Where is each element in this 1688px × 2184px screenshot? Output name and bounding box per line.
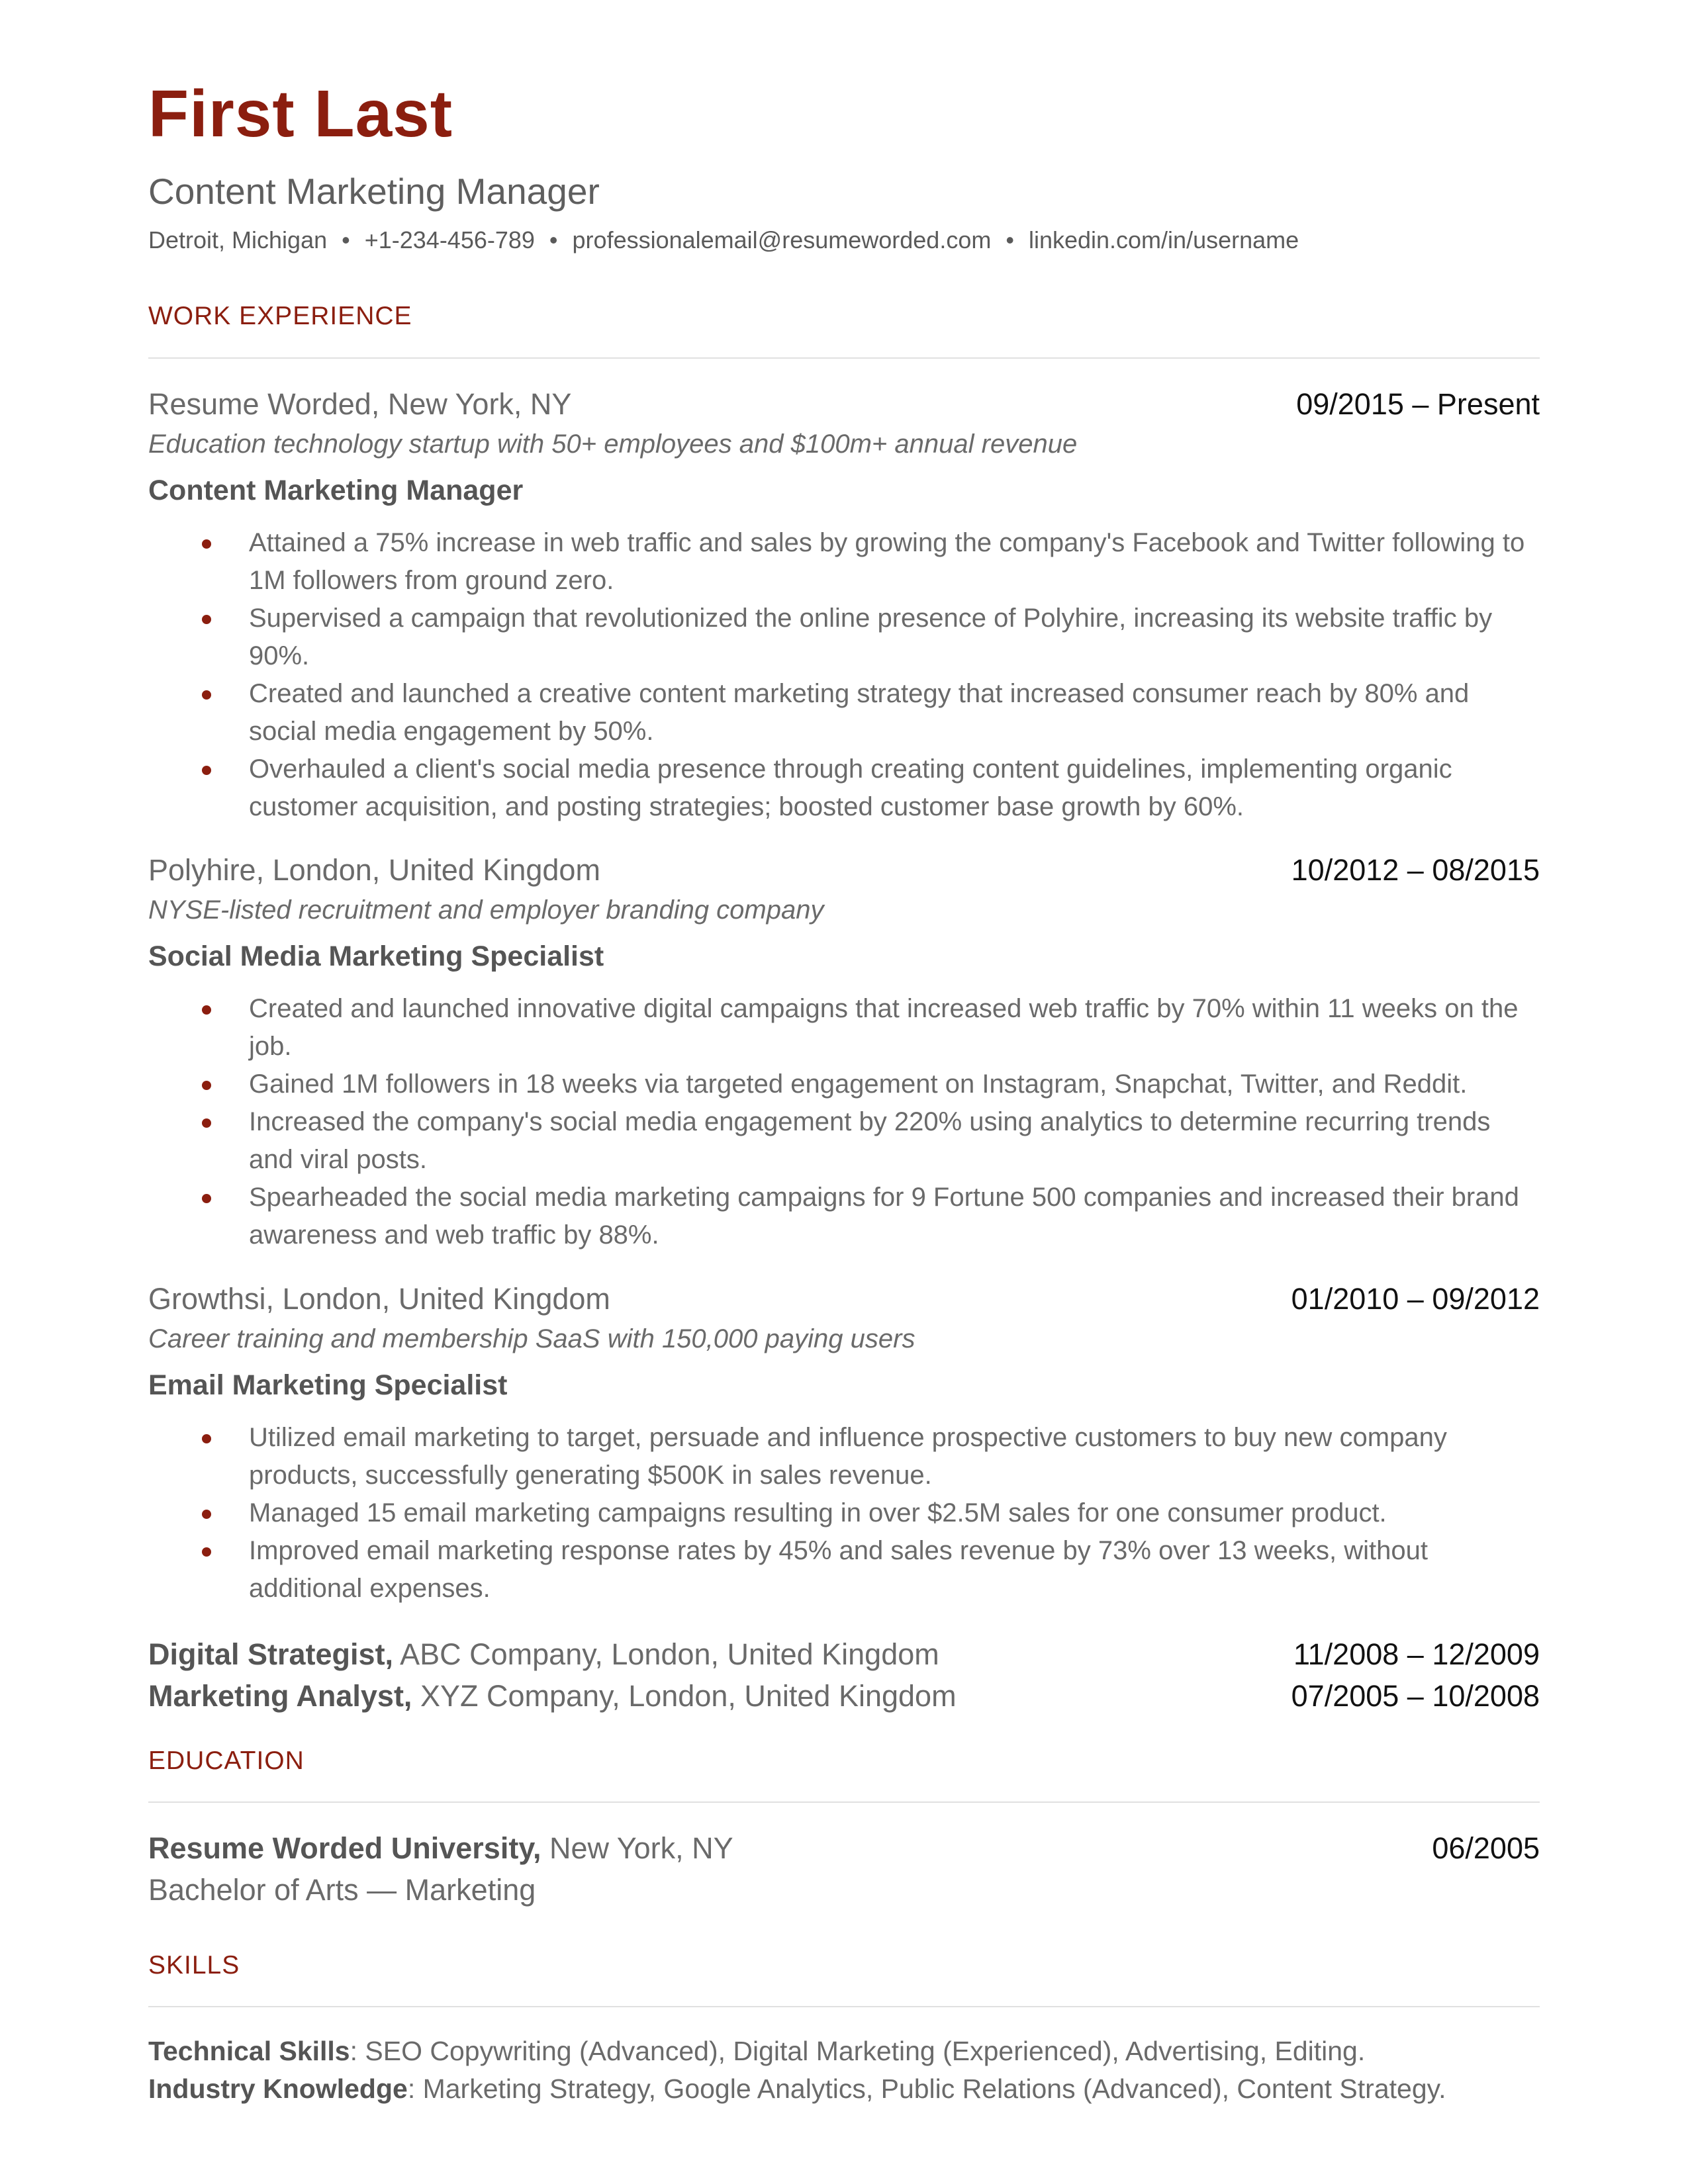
job-dates: 10/2012 – 08/2015 — [1291, 853, 1540, 887]
bullet-text: Managed 15 email marketing campaigns resulting in over $2.5M sales for one consumer product. — [249, 1498, 1387, 1527]
earlier-role-dates: 07/2005 – 10/2008 — [1291, 1679, 1540, 1713]
list-item — [148, 1103, 1540, 1179]
bullet-text: Gained 1M followers in 18 weeks via targeted engagement on Instagram, Snapchat, Twitter, and Reddit. — [249, 1069, 1468, 1099]
bullet-text: Overhauled a client's social media presence through creating content guidelines, implementing organic customer acquisition, and posting strategies; boosted customer base growth by 60%. — [249, 754, 1452, 821]
list-item — [148, 1066, 1540, 1103]
list-item — [148, 1494, 1540, 1532]
bullet-text: Improved email marketing response rates by 45% and sales revenue by 73% over 13 weeks, without additional expenses. — [249, 1536, 1428, 1603]
list-item — [148, 1419, 1540, 1494]
job-role: Social Media Marketing Specialist — [148, 940, 604, 972]
skills-row — [148, 2032, 1446, 2070]
section-divider — [148, 2006, 1540, 2007]
contact-email: professionalemail@resumeworded.com — [572, 226, 992, 253]
job-description: Education technology startup with 50+ employees and $100m+ annual revenue — [148, 430, 1078, 459]
earlier-role-title: Marketing Analyst, — [148, 1679, 412, 1713]
contact-linkedin: linkedin.com/in/username — [1028, 226, 1299, 253]
skills-list — [148, 2032, 1446, 2108]
bullet-text: Attained a 75% increase in web traffic and sales by growing the company's Facebook and Twitter following to 1M followers from ground zero. — [249, 528, 1525, 595]
bullet-text: Increased the company's social media engagement by 220% using analytics to determine recurring trends and viral posts. — [249, 1107, 1491, 1174]
job-header — [148, 1284, 1540, 1314]
bullet-icon — [202, 690, 211, 700]
candidate-name: First Last — [148, 77, 453, 151]
candidate-title: Content Marketing Manager — [148, 171, 600, 212]
job-company: Resume Worded, New York, NY — [148, 387, 572, 421]
contact-separator: • — [1006, 226, 1014, 253]
bullet-icon — [202, 1081, 211, 1090]
bullet-icon — [202, 766, 211, 775]
job-company: Polyhire, London, United Kingdom — [148, 853, 600, 887]
bullet-icon — [202, 1194, 211, 1203]
bullet-icon — [202, 539, 211, 549]
skills-label: Industry Knowledge — [148, 2073, 408, 2104]
earlier-role — [148, 1639, 939, 1669]
bullet-text: Spearheaded the social media marketing campaigns for 9 Fortune 500 companies and increased their brand awareness and web traffic by 88%. — [249, 1183, 1519, 1250]
section-divider — [148, 1801, 1540, 1803]
earlier-role-row — [148, 1639, 1540, 1669]
contact-separator: • — [549, 226, 558, 253]
list-item — [148, 675, 1540, 751]
bullet-text: Created and launched innovative digital campaigns that increased web traffic by 70% within 11 weeks on the job. — [249, 994, 1519, 1061]
education-date: 06/2005 — [1432, 1831, 1540, 1865]
school-location: New York, NY — [541, 1831, 733, 1865]
list-item — [148, 600, 1540, 675]
earlier-role — [148, 1681, 957, 1711]
contact-line — [148, 228, 1299, 252]
earlier-role-company: ABC Company, London, United Kingdom — [393, 1637, 939, 1671]
earlier-role-company: XYZ Company, London, United Kingdom — [412, 1679, 957, 1713]
bullet-icon — [202, 1510, 211, 1519]
earlier-role-row — [148, 1681, 1540, 1711]
job-description: Career training and membership SaaS with 150,000 paying users — [148, 1324, 915, 1353]
education-school — [148, 1833, 733, 1863]
skills-value: : Marketing Strategy, Google Analytics, Public Relations (Advanced), Content Strategy. — [407, 2073, 1446, 2104]
job-dates: 01/2010 – 09/2012 — [1291, 1282, 1540, 1316]
list-item — [148, 1532, 1540, 1608]
list-item — [148, 751, 1540, 826]
skills-row — [148, 2070, 1446, 2108]
education-row — [148, 1833, 1540, 1863]
school-name: Resume Worded University, — [148, 1831, 541, 1865]
job-bullets — [148, 990, 1540, 1254]
bullet-icon — [202, 615, 211, 624]
section-divider — [148, 357, 1540, 359]
bullet-icon — [202, 1434, 211, 1443]
list-item — [148, 524, 1540, 600]
bullet-icon — [202, 1005, 211, 1015]
job-bullets — [148, 1419, 1540, 1608]
contact-phone: +1-234-456-789 — [364, 226, 535, 253]
section-title-education: EDUCATION — [148, 1747, 305, 1775]
section-title-skills: SKILLS — [148, 1951, 240, 1979]
bullet-text: Created and launched a creative content marketing strategy that increased consumer reach by 80% and social media engagement by 50%. — [249, 679, 1470, 746]
skills-label: Technical Skills — [148, 2036, 350, 2066]
job-role: Email Marketing Specialist — [148, 1369, 508, 1401]
job-bullets — [148, 524, 1540, 826]
bullet-text: Supervised a campaign that revolutionized the online presence of Polyhire, increasing its website traffic by 90%. — [249, 604, 1493, 670]
job-header — [148, 855, 1540, 885]
bullet-icon — [202, 1547, 211, 1557]
list-item — [148, 1179, 1540, 1254]
job-company: Growthsi, London, United Kingdom — [148, 1282, 610, 1316]
contact-location: Detroit, Michigan — [148, 226, 328, 253]
job-header — [148, 389, 1540, 419]
job-dates: 09/2015 – Present — [1296, 387, 1540, 421]
job-role: Content Marketing Manager — [148, 475, 524, 506]
education-degree-row — [148, 1875, 1540, 1905]
earlier-role-title: Digital Strategist, — [148, 1637, 394, 1671]
contact-separator: • — [342, 226, 350, 253]
bullet-icon — [202, 1118, 211, 1128]
list-item — [148, 990, 1540, 1066]
education-degree: Bachelor of Arts — Marketing — [148, 1873, 536, 1907]
earlier-role-dates: 11/2008 – 12/2009 — [1293, 1637, 1540, 1671]
skills-value: : SEO Copywriting (Advanced), Digital Marketing (Experienced), Advertising, Editing. — [350, 2036, 1366, 2066]
section-title-work: WORK EXPERIENCE — [148, 302, 412, 330]
job-description: NYSE-listed recruitment and employer branding company — [148, 895, 824, 925]
bullet-text: Utilized email marketing to target, persuade and influence prospective customers to buy new company products, successfully generating $500K in sales revenue. — [249, 1423, 1447, 1490]
